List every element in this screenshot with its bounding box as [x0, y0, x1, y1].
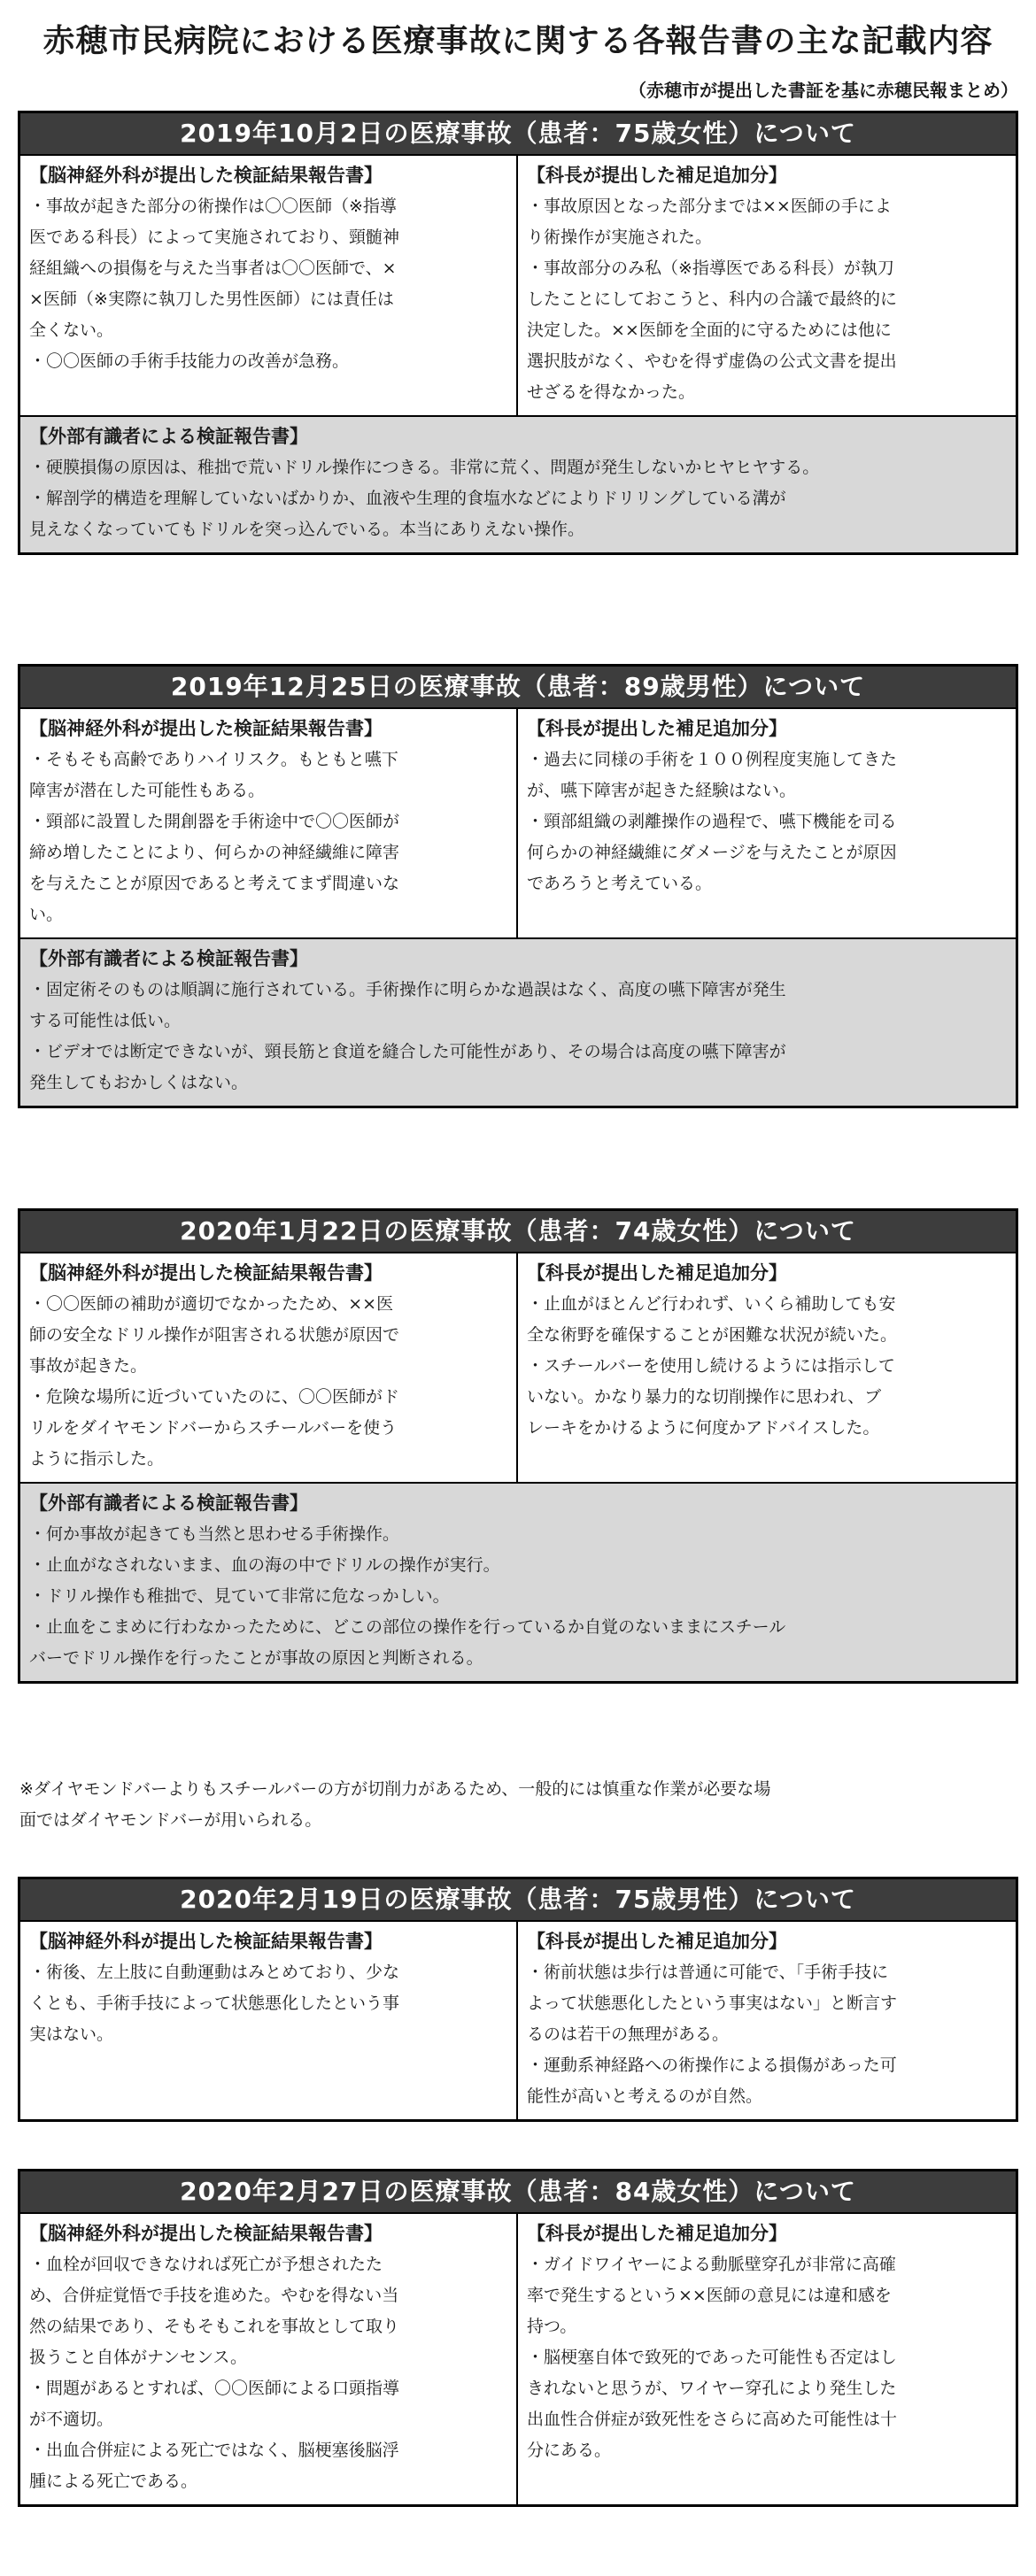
report-line: ・脳梗塞自体で致死的であった可能性も否定はし	[527, 2348, 897, 2367]
chief-addendum	[518, 1922, 1016, 2119]
chief-addendum-title: 【科長が提出した補足追加分】	[527, 2223, 787, 2244]
report-line: め、合併症覚悟で手技を進めた。やむを得ない当	[29, 2286, 399, 2305]
case-columns	[20, 1253, 1016, 1482]
report-line: ・運動系神経路への術操作による損傷があった可	[527, 2055, 897, 2075]
report-line: 何らかの神経繊維にダメージを与えたことが原因	[527, 843, 897, 862]
dept-report-title: 【脳神経外科が提出した検証結果報告書】	[29, 165, 383, 186]
report-line: いない。かなり暴力的な切削操作に思われ、ブ	[527, 1387, 882, 1407]
footnote-line: ※ダイヤモンドバーよりもスチールバーの方が切削力があるため、一般的には慎重な作業が必要な場	[19, 1779, 771, 1799]
case-columns	[20, 156, 1016, 415]
report-line: ・事故が起きた部分の術操作は〇〇医師（※指導	[29, 197, 397, 216]
external-report	[20, 937, 1016, 1106]
chief-addendum-title: 【科長が提出した補足追加分】	[527, 1262, 787, 1284]
report-line: ・そもそも高齢でありハイリスク。もともと嚥下	[29, 750, 398, 769]
report-line: 経組織への損傷を与えた当事者は〇〇医師で、×	[29, 258, 397, 278]
report-line: 実はない。	[29, 2025, 114, 2044]
report-line: 腫による死亡である。	[29, 2472, 198, 2491]
report-line: 能性が高いと考えるのが自然。	[527, 2086, 763, 2106]
chief-addendum	[518, 156, 1016, 415]
report-line: ・頸部組織の剥離操作の過程で、嚥下機能を司る	[527, 812, 897, 831]
report-line: 選択肢がなく、やむを得ず虚偽の公式文書を提出	[527, 351, 897, 371]
case-columns	[20, 709, 1016, 937]
source-note: （赤穂市が提出した書証を基に赤穂民報まとめ）	[629, 80, 1018, 101]
chief-addendum-title: 【科長が提出した補足追加分】	[527, 718, 787, 739]
report-line: い。	[29, 905, 64, 924]
external-report-title: 【外部有識者による検証報告書】	[29, 426, 308, 447]
report-line: ×医師（※実際に執刀した男性医師）には責任は	[29, 289, 394, 309]
report-line: 全くない。	[29, 320, 114, 340]
report-line: 発生してもおかしくはない。	[29, 1073, 249, 1092]
report-line: ・ガイドワイヤーによる動脈壁穿孔が非常に高確	[527, 2255, 896, 2274]
report-line: ・〇〇医師の補助が適切でなかったため、××医	[29, 1294, 394, 1314]
report-line: ・硬膜損傷の原因は、稚拙で荒いドリル操作につきる。非常に荒く、問題が発生しないかヒヤヒヤする。	[29, 458, 820, 477]
report-line: ・事故原因となった部分までは××医師の手によ	[527, 197, 892, 216]
report-line: 扱うこと自体がナンセンス。	[29, 2348, 248, 2367]
report-line: ・過去に同様の手術を１００例程度実施してきた	[527, 750, 898, 769]
report-line: ・〇〇医師の手術手技能力の改善が急務。	[29, 351, 350, 371]
report-line: せざるを得なかった。	[527, 382, 696, 402]
external-report-title: 【外部有識者による検証報告書】	[29, 948, 308, 969]
page-title: 赤穂市民病院における医療事故に関する各報告書の主な記載内容	[43, 23, 993, 59]
case-heading: 2020年2月19日の医療事故（患者：75歳男性）について	[20, 1879, 1016, 1922]
report-line: 率で発生するという××医師の意見には違和感を	[527, 2286, 892, 2305]
report-line: 然の結果であり、そもそもこれを事故として取り	[29, 2317, 400, 2336]
report-line: よって状態悪化したという事実はない」と断言す	[527, 1994, 898, 2013]
report-line: 障害が潜在した可能性もある。	[29, 781, 266, 800]
case-heading: 2019年12月25日の医療事故（患者：89歳男性）について	[20, 667, 1016, 709]
chief-addendum-title: 【科長が提出した補足追加分】	[527, 165, 787, 186]
report-line: 出血性合併症が致死性をさらに高めた可能性は十	[527, 2410, 898, 2429]
dept-report-title: 【脳神経外科が提出した検証結果報告書】	[29, 1262, 383, 1284]
report-line: ・止血をこまめに行わなかったために、どこの部位の操作を行っているか自覚のないままにスチール	[29, 1617, 786, 1637]
report-line: ・血栓が回収できなければ死亡が予想されたた	[29, 2255, 383, 2274]
report-line: ・頸部に設置した開創器を手術途中で〇〇医師が	[29, 812, 400, 831]
footnote	[19, 1774, 1011, 1836]
report-line: ・スチールバーを使用し続けるようには指示して	[527, 1356, 895, 1376]
case-heading: 2019年10月2日の医療事故（患者：75歳女性）について	[20, 113, 1016, 156]
report-line: 師の安全なドリル操作が阻害される状態が原因で	[29, 1325, 400, 1345]
chief-addendum	[518, 1253, 1016, 1482]
report-line: 決定した。××医師を全面的に守るためには他に	[527, 320, 892, 340]
external-report-title: 【外部有識者による検証報告書】	[29, 1492, 308, 1514]
case-heading: 2020年2月27日の医療事故（患者：84歳女性）について	[20, 2171, 1016, 2214]
case-heading: 2020年1月22日の医療事故（患者：74歳女性）について	[20, 1211, 1016, 1253]
dept-report-title: 【脳神経外科が提出した検証結果報告書】	[29, 2223, 383, 2244]
report-line: 締め増したことにより、何らかの神経繊維に障害	[29, 843, 400, 862]
report-line: ・危険な場所に近づいていたのに、〇〇医師がド	[29, 1387, 400, 1407]
case-columns	[20, 2214, 1016, 2504]
report-line: ・問題があるとすれば、〇〇医師による口頭指導	[29, 2379, 400, 2398]
report-line: ・出血合併症による死亡ではなく、脳梗塞後脳浮	[29, 2441, 399, 2460]
report-line: り術操作が実施された。	[527, 228, 713, 247]
report-line: ・止血がなされないまま、血の海の中でドリルの操作が実行。	[29, 1555, 500, 1575]
external-report	[20, 415, 1016, 552]
report-line: レーキをかけるように何度かアドバイスした。	[527, 1418, 880, 1438]
report-line: 事故が起きた。	[29, 1356, 148, 1376]
report-line: が、嚥下障害が起きた経験はない。	[527, 781, 797, 800]
report-line: ・ビデオでは断定できないが、頸長筋と食道を縫合した可能性があり、その場合は高度の嚥下障害が	[29, 1042, 786, 1061]
report-line: ・何か事故が起きても当然と思わせる手術操作。	[29, 1524, 400, 1544]
chief-addendum-title: 【科長が提出した補足追加分】	[527, 1931, 787, 1952]
report-line: ・解剖学的構造を理解していないばかりか、血液や生理的食塩水などによりドリリングしている溝が	[29, 489, 786, 508]
chief-addendum	[518, 2214, 1016, 2504]
report-line: 見えなくなっていてもドリルを突っ込んでいる。本当にありえない操作。	[29, 520, 585, 539]
report-line: ・止血がほとんど行われず、いくら補助しても安	[527, 1294, 896, 1314]
report-line: が不適切。	[29, 2410, 114, 2429]
report-line: リルをダイヤモンドバーからスチールバーを使う	[29, 1418, 398, 1438]
footnote-line: 面ではダイヤモンドバーが用いられる。	[19, 1810, 322, 1830]
dept-report	[20, 156, 518, 415]
case-box	[18, 2169, 1018, 2507]
report-line: であろうと考えている。	[527, 874, 713, 893]
case-box	[18, 1208, 1018, 1684]
report-line: ・術前状態は歩行は普通に可能で、「手術手技に	[527, 1963, 889, 1982]
dept-report	[20, 709, 518, 937]
report-line: したことにしておこうと、科内の合議で最終的に	[527, 289, 898, 309]
case-columns	[20, 1922, 1016, 2119]
report-line: きれないと思うが、ワイヤー穿孔により発生した	[527, 2379, 897, 2398]
report-line: 全な術野を確保することが困難な状況が続いた。	[527, 1325, 898, 1345]
report-line: 分にある。	[527, 2441, 612, 2460]
report-line: ・固定術そのものは順調に施行されている。手術操作に明らかな過誤はなく、高度の嚥下障害が発生	[29, 980, 786, 999]
report-line: バーでドリル操作を行ったことが事故の原因と判断される。	[29, 1648, 483, 1668]
external-report	[20, 1482, 1016, 1681]
report-line: 医である科長）によって実施されており、頸髄神	[29, 228, 400, 247]
report-line: 持つ。	[527, 2317, 577, 2336]
case-box	[18, 664, 1018, 1108]
dept-report	[20, 2214, 518, 2504]
report-line: ・事故部分のみ私（※指導医である科長）が執刀	[527, 258, 894, 278]
report-line: るのは若干の無理がある。	[527, 2025, 730, 2044]
report-line: くとも、手術手技によって状態悪化したという事	[29, 1994, 400, 2013]
case-box	[18, 111, 1018, 555]
report-line: する可能性は低い。	[29, 1011, 182, 1030]
dept-report-title: 【脳神経外科が提出した検証結果報告書】	[29, 718, 383, 739]
report-line: ・ドリル操作も稚拙で、見ていて非常に危なっかしい。	[29, 1586, 450, 1606]
report-line: を与えたことが原因であると考えてまず間違いな	[29, 874, 400, 893]
case-box	[18, 1877, 1018, 2122]
report-line: ・術後、左上肢に自動運動はみとめており、少な	[29, 1963, 400, 1982]
dept-report	[20, 1922, 518, 2119]
report-line: ように指示した。	[29, 1449, 165, 1469]
dept-report	[20, 1253, 518, 1482]
chief-addendum	[518, 709, 1016, 937]
dept-report-title: 【脳神経外科が提出した検証結果報告書】	[29, 1931, 383, 1952]
